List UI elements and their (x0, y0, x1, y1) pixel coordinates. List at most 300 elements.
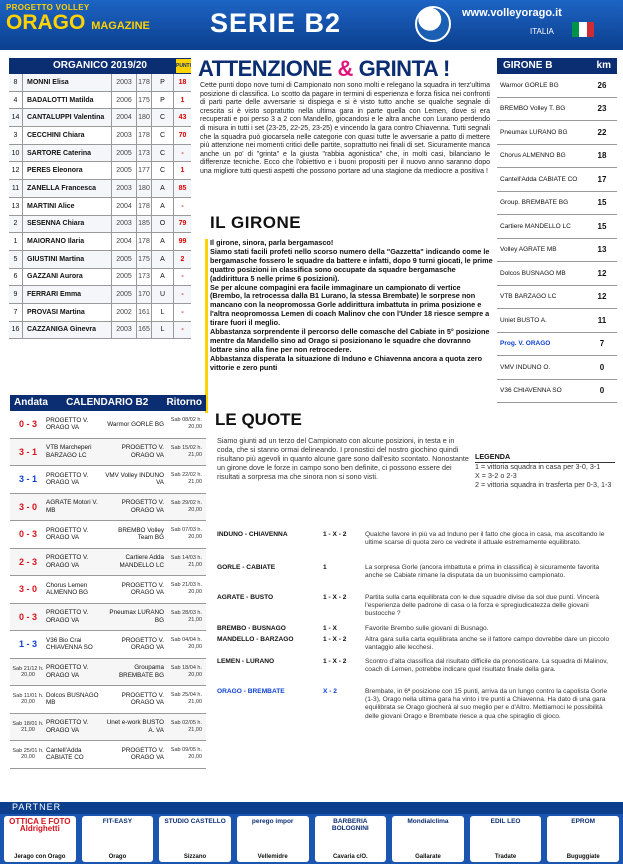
calendar-row (10, 521, 206, 549)
girone-row (497, 262, 617, 286)
away-team: Warmor GORLE BG (107, 420, 164, 428)
partner-city: Tradate (494, 854, 517, 860)
player-points: 1 (180, 167, 185, 175)
return-date: Sab 25/04 h. 21,00 (170, 692, 202, 706)
player-number: 5 (9, 251, 23, 268)
player-height: 178 (137, 127, 152, 144)
player-year: 2005 (112, 269, 137, 286)
organico-table (9, 58, 191, 339)
away-team: Cartiere Adda MANDELLO LC (119, 554, 164, 569)
home-team: Dolcos BUSNAGO MB (46, 691, 99, 707)
player-points: 85 (178, 184, 187, 192)
return-date: Sab 08/02 h. 20,00 (170, 417, 202, 431)
quote-comment: La sorpresa Gorle (ancora imbattuta e prima in classifica) è sicuramente favorita anche se Cabiate rimane la disputata da un buonissimo campionato. (365, 564, 600, 580)
team-name: VTB BARZAGO LC (500, 293, 557, 301)
team-name: Uniet BUSTO A. (500, 316, 547, 324)
team-km: 13 (597, 245, 607, 255)
player-name: FERRARI Emma (23, 286, 112, 303)
team-name: V36 CHIAVENNA SO (500, 387, 562, 395)
away-team: PROGETTO V. ORAGO VA (121, 746, 164, 762)
partner-name: EPROM (571, 818, 596, 825)
country-label: ITALIA (530, 27, 554, 36)
player-number: 6 (9, 269, 23, 286)
brand-main: ORAGO MAGAZINE (6, 11, 150, 34)
team-name: Chorus ALMENNO BG (500, 152, 566, 160)
home-team: AGRATE Motori V. MB (46, 499, 98, 514)
player-year: 2005 (112, 286, 137, 303)
player-height: 175 (137, 251, 152, 268)
player-name: MAIORANO Ilaria (23, 233, 112, 250)
player-row (9, 251, 191, 269)
player-name: CANTALUPPI Valentina (23, 109, 112, 126)
return-date: Sab 09/05 h. 20,00 (170, 747, 202, 761)
away-team: Pneumax LURANO BG (109, 609, 164, 624)
player-year: 2002 (112, 304, 137, 321)
girone-header: GIRONE B km (497, 58, 617, 74)
girone-paragraph: Abbastanza sorprendente il percorso delle comasche del Cabiate in 5° posizione mentre da Mandello sino ad Orago si posizionano le squadre che dovranno lottare sino alla fine per non retrocedere. (210, 327, 490, 354)
partner-city: Sizzano (183, 854, 207, 860)
calendar-row (10, 439, 206, 467)
girone-row (497, 239, 617, 263)
player-row (9, 216, 191, 234)
player-row (9, 233, 191, 251)
player-year: 2006 (112, 92, 137, 109)
partner-logo[interactable] (159, 816, 231, 862)
player-row (9, 74, 191, 92)
team-km: 11 (597, 315, 607, 325)
quote-odds: 1 - X - 2 (323, 658, 347, 665)
player-height: 180 (137, 109, 152, 126)
calendar-row (10, 714, 206, 742)
match-result: 3 - 0 (18, 584, 37, 595)
player-height: 180 (137, 180, 152, 197)
match-result: Sab 21/12 h. 20,00 (12, 665, 44, 678)
match-result: 1 - 3 (18, 639, 37, 650)
partner-name: BARBERIA BOLOGNINI (331, 818, 369, 832)
calendar-row (10, 604, 206, 632)
away-team: BREMBO Volley Team BG (118, 526, 164, 542)
return-date: Sab 04/04 h. 20,00 (170, 637, 202, 651)
quote-intro: Siamo giunti ad un terzo del Campionato con alcune posizioni, in testa e in coda, che si stanno ormai delineando. I pronostici del nostro giochino quindi risultano più agevoli in quanto alcune gare sono dall'esito scontato. Nonostante un girone dove le forze in campo sono ben definite, ci possono essere dei risultati a sorpresa ma che sinora non si sono visti. (217, 436, 469, 481)
player-role: C (152, 162, 174, 179)
calendar-row (10, 411, 206, 439)
girone-row (497, 74, 617, 98)
player-name: CAZZANIGA Ginevra (23, 322, 112, 339)
quote-comment: Qualche favore in più va ad Induno per il fatto che gioca in casa, ma ascoltando le ultime scarse di quota zero ce vedrete il attuale estremamente equilibrato. (365, 531, 605, 547)
player-height: 175 (137, 92, 152, 109)
team-km: 0 (599, 386, 605, 396)
player-points: - (181, 291, 184, 299)
team-name: Cantell'Adda CABIATE CO (500, 175, 578, 183)
player-role: L (152, 304, 174, 321)
player-year: 2005 (112, 251, 137, 268)
player-height: 177 (137, 162, 152, 179)
player-year: 2003 (112, 180, 137, 197)
girone-row (497, 380, 617, 404)
player-points: 18 (178, 78, 187, 86)
partner-strip (0, 814, 623, 864)
player-role: A (152, 269, 174, 286)
player-height: 178 (137, 198, 152, 215)
quote-odds: 1 - X - 2 (323, 636, 347, 643)
team-km: 17 (597, 174, 607, 184)
quote-comment: Altra gara sulla carta equilibrata anche se il fattore campo dovrebbe dare un piccolo vantaggio alle lecchesi. (365, 636, 610, 652)
away-team: PROGETTO V. ORAGO VA (121, 581, 164, 597)
girone-row (497, 192, 617, 216)
girone-row (497, 309, 617, 333)
player-row (9, 162, 191, 180)
team-km: 0 (599, 362, 605, 372)
player-number: 7 (9, 304, 23, 321)
home-team: VTB Marcheperi BARZAGO LC (46, 444, 92, 459)
return-date: Sab 18/04 h. 20,00 (170, 664, 202, 678)
match-result: 0 - 3 (18, 611, 37, 622)
points-label: PUNTI (176, 59, 191, 73)
player-points: - (181, 202, 184, 210)
home-team: PROGETTO V. ORAGO VA (46, 554, 89, 569)
return-date: Sab 14/03 h. 21,00 (170, 554, 202, 568)
article-intro: Cette punti dopo nove turni di Campionato non sono molti e relegano la squadra in terz'ultima posizione di classifica. Lo scotto da pagare in termini di esperienza e forza fisica nei confronti di parti parte delle avversarie si dispiega e si è visto tutto anche se qualche segnale di crescita si è visto sopratutto nella ultima gara in parte quella con Lemen, dove si era recuperati e poi perso 3 a 2 con Mandello, giocandosi e le altra anche con Lurano perdendo di misura in tutti i set (23-25, 22-25, 23-25) e vincendo la gara contro Chiavenna. Tutti segnali che la squadra può giocarsela nelle categorie con quasi tutte le avversarie a patto di mettere più attenzione nei momenti critici delle partite, soprattutto nei finali di set. Sicuramente manca anche un po' di "grinta" e la giusta "rabbia agonistica" che, in molti casi, bilanciano le differenze tecniche. Ecco che l'obiettivo e i buoni propositi per il nuovo anno saranno dopo una migliore tutti questi aspetti che possono portare ad una stagione da mediocre a positiva ! (200, 82, 490, 175)
player-name: SESENNA Chiara (23, 216, 112, 233)
home-team: PROGETTO V. ORAGO VA (46, 664, 89, 679)
calendar-row (10, 659, 206, 687)
girone-row (497, 121, 617, 145)
home-team: PROGETTO V. ORAGO VA (46, 526, 89, 542)
il-girone-text (210, 239, 494, 373)
quote-match: AGRATE - BUSTO (217, 594, 274, 601)
player-number: 8 (9, 74, 23, 91)
partner-name: Mondialclima (407, 818, 449, 825)
player-name: MARTINI Alice (23, 198, 112, 215)
quote-match: GORLE - CABIATE (217, 564, 276, 571)
quote-row (217, 594, 615, 619)
calendario-header: Andata CALENDARIO B2 Ritorno (10, 395, 206, 411)
team-name: Cartiere MANDELLO LC (500, 222, 571, 230)
calendar-row (10, 549, 206, 577)
quote-match: ORAGO - BREMBATE (217, 688, 285, 695)
player-points: 43 (178, 114, 187, 122)
match-result: 3 - 0 (18, 501, 37, 512)
player-number: 1 (9, 233, 23, 250)
calendar-row (10, 494, 206, 522)
player-role: A (152, 180, 174, 197)
player-row (9, 92, 191, 110)
player-points: 1 (180, 96, 185, 104)
quote-odds: 1 (323, 564, 327, 571)
team-name: Group. BREMBATE BG (500, 199, 569, 207)
partner-city: Gallarate (415, 854, 441, 860)
player-role: P (152, 74, 174, 91)
player-height: 178 (137, 74, 152, 91)
player-year: 2005 (112, 162, 137, 179)
calendar-row (10, 576, 206, 604)
player-year: 2003 (112, 216, 137, 233)
team-name: Prog. V. ORAGO (500, 340, 551, 348)
player-year: 2003 (112, 322, 137, 339)
legend-line: 1 = vittoria squadra in casa per 3-0, 3-1 (475, 461, 601, 471)
return-date: Sab 28/03 h. 21,00 (170, 609, 202, 623)
partner-logo[interactable] (237, 816, 309, 862)
match-result: 0 - 3 (18, 419, 37, 430)
partner-name: perego impor (251, 818, 294, 825)
player-year: 2003 (112, 127, 137, 144)
player-number: 12 (9, 162, 23, 179)
team-name: Volley AGRATE MB (500, 246, 557, 254)
team-km: 18 (597, 151, 607, 161)
article-title: ATTENZIONE & GRINTA ! (198, 56, 450, 81)
player-name: PROVASI Martina (23, 304, 112, 321)
player-name: ZANELLA Francesca (23, 180, 112, 197)
quote-comment: Partita sulla carta equilibrata con le due squadre divise da sol due punti. Vincerà l'esperienza delle padrone di casa o la forza e spregiudicatezza delle giovani bustocche ? (365, 594, 600, 618)
quote-odds: 1 - X - 2 (323, 531, 347, 538)
team-km: 22 (597, 127, 607, 137)
girone-paragraph: Se per alcune compagini era facile immaginare un campionato di vertice (Brembo, la retrocessa dalla B1 Lurano, la stessa Brembate) le sorprese non mancano con la neopromossa Gorle addirittura imbattuta in prima posizione e l'altra neopromossa Lemen di coach Malinov che con l'Under 18 riesce sempre a tirare fuori il meglio. (210, 282, 490, 328)
girone-row (497, 168, 617, 192)
player-role: P (152, 92, 174, 109)
legend-title: LEGENDA (475, 453, 615, 463)
player-number: 4 (9, 92, 23, 109)
girone-row (497, 356, 617, 380)
calendar-row (10, 466, 206, 494)
partner-city: Jerago con Orago (14, 854, 66, 860)
away-team: PROGETTO V. ORAGO VA (121, 499, 164, 514)
volleyball-icon (415, 6, 451, 42)
quote-match: INDUNO - CHIAVENNA (217, 531, 288, 538)
match-result: 0 - 3 (18, 529, 37, 540)
quote-odds: X - 2 (323, 688, 337, 695)
girone-paragraph: Siamo stati facili profeti nello scorso numero della "Gazzetta" indicando come le bergamasche fossero le squadre da battere e infatti, dopo 9 turni giocati, le prime quattro posizioni in classifica sono occupate da squadre bergamasche (addirittura 5 nelle prime 6 posizioni). (210, 246, 493, 283)
quote-row (217, 658, 615, 674)
home-team: Chorus Lemen ALMENNO BG (46, 581, 88, 597)
player-year: 2004 (112, 109, 137, 126)
player-row (9, 286, 191, 304)
player-row (9, 322, 191, 340)
player-points: 2 (180, 255, 185, 263)
player-points: - (181, 308, 184, 316)
player-height: 185 (137, 216, 152, 233)
player-role: C (152, 127, 174, 144)
legend-line: 2 = vittoria squadra in trasferta per 0-3, 1-3 (475, 479, 612, 489)
home-team: PROGETTO V. ORAGO VA (46, 719, 89, 734)
quote-match: MANDELLO - BARZAGO (217, 636, 294, 643)
quote-row (217, 636, 615, 652)
quote-row (217, 688, 615, 721)
player-year: 2003 (112, 74, 137, 91)
team-name: VMV INDUNO O. (500, 363, 551, 371)
player-number: 3 (9, 127, 23, 144)
match-result: Sab 25/01 h. 20,00 (12, 748, 44, 761)
player-role: C (152, 109, 174, 126)
calendario-table (10, 395, 206, 769)
player-number: 9 (9, 286, 23, 303)
quote-odds: 1 - X - 2 (323, 594, 347, 601)
organico-header: ORGANICO 2019/20 PUNTI (9, 58, 191, 74)
player-points: 79 (178, 220, 187, 228)
team-km: 7 (599, 339, 605, 349)
return-date: Sab 29/02 h. 20,00 (170, 499, 202, 513)
player-height: 161 (137, 304, 152, 321)
partner-name: STUDIO CASTELLO (164, 818, 226, 825)
player-name: PERES Eleonora (23, 162, 112, 179)
team-name: Dolcos BUSNAGO MB (500, 269, 566, 277)
brand-logo (6, 3, 156, 47)
player-row (9, 304, 191, 322)
quote-row (217, 625, 615, 633)
home-team: PROGETTO V. ORAGO VA (46, 416, 89, 432)
player-role: C (152, 145, 174, 162)
player-number: 16 (9, 322, 23, 339)
partner-name: OTTICA E FOTO Aldrighetti (9, 817, 71, 833)
partner-name: FIT-EASY (102, 818, 133, 825)
italy-flag-icon (572, 22, 594, 37)
player-height: 173 (137, 269, 152, 286)
player-number: 11 (9, 180, 23, 197)
player-role: A (152, 233, 174, 250)
partner-logo[interactable] (547, 816, 619, 862)
player-points: 99 (178, 238, 187, 246)
player-height: 173 (137, 145, 152, 162)
match-result: Sab 18/01 h. 21,00 (12, 720, 44, 733)
calendar-row (10, 741, 206, 769)
team-km: 15 (597, 198, 607, 208)
calendar-row (10, 686, 206, 714)
quote-comment: Favorite Brembo sulle giovani di Busnago. (365, 625, 489, 632)
return-date: Sab 15/02 h. 21,00 (170, 444, 202, 458)
partner-name: EDIL LEO (490, 818, 521, 825)
player-points: - (181, 326, 184, 334)
partner-city: Cavaria c/O. (332, 854, 368, 860)
team-km: 15 (597, 221, 607, 231)
girone-paragraph: Abbastanza disperata la situazione di Induno e Chiavenna ancora a quota zero vittorie e zero punti (210, 353, 483, 372)
player-height: 165 (137, 322, 152, 339)
player-row (9, 198, 191, 216)
il-girone-title: IL GIRONE (210, 213, 302, 232)
partner-title: PARTNER (0, 802, 623, 814)
team-name: Pneumax LURANO BG (500, 128, 568, 136)
away-team: Unet e-work BUSTO A. VA (106, 719, 164, 734)
player-name: SARTORE Caterina (23, 145, 112, 162)
player-row (9, 180, 191, 198)
player-number: 10 (9, 145, 23, 162)
player-height: 170 (137, 286, 152, 303)
header-bar (0, 0, 623, 50)
home-team: PROGETTO V. ORAGO VA (46, 609, 89, 624)
girone-paragraph: Il girone, sinora, parla bergamasco! (210, 238, 334, 247)
player-row (9, 145, 191, 163)
quote-title: LE QUOTE (215, 410, 302, 429)
girone-table (497, 58, 617, 403)
return-date: Sab 02/05 h. 21,00 (170, 719, 202, 733)
player-year: 2004 (112, 198, 137, 215)
player-name: CECCHINI Chiara (23, 127, 112, 144)
quote-match: BREMBO - BUSNAGO (217, 625, 286, 632)
girone-row (497, 98, 617, 122)
accent-bar (205, 239, 208, 413)
player-points: 70 (178, 131, 187, 139)
player-name: BADALOTTI Matilda (23, 92, 112, 109)
partner-logo[interactable] (82, 816, 154, 862)
quote-match: LEMEN - LURANO (217, 658, 275, 665)
partner-city: Orago (108, 854, 127, 860)
girone-row (497, 215, 617, 239)
quote-legend (475, 453, 615, 490)
player-name: GIUSTINI Martina (23, 251, 112, 268)
player-role: U (152, 286, 174, 303)
player-year: 2005 (112, 145, 137, 162)
girone-row (497, 145, 617, 169)
away-team: PROGETTO V. ORAGO VA (121, 444, 164, 459)
match-result: 2 - 3 (18, 556, 37, 567)
player-number: 14 (9, 109, 23, 126)
girone-row (497, 286, 617, 310)
calendar-row (10, 631, 206, 659)
website-link[interactable]: www.volleyorago.it (462, 7, 562, 19)
home-team: V36 Bio Crai CHIAVENNA SO (46, 636, 93, 652)
player-row (9, 109, 191, 127)
return-date: Sab 22/02 h. 21,00 (170, 472, 202, 486)
away-team: VMV Volley INDUNO VA (105, 471, 164, 487)
player-row (9, 269, 191, 287)
quote-comment: Scontro d'alta classifica dal risultato difficile da pronosticare. La squadra di Malinov, coach di Lemen, potrebbe indicare quel risultato finale della gara. (365, 658, 608, 674)
player-role: L (152, 322, 174, 339)
player-points: - (181, 273, 184, 281)
partner-logo[interactable] (315, 816, 387, 862)
player-number: 13 (9, 198, 23, 215)
quote-odds: 1 - X (323, 625, 337, 632)
player-role: O (152, 216, 174, 233)
il-girone-section (210, 213, 494, 373)
legend-line: X = 3-2 o 2-3 (475, 470, 517, 480)
away-team: Groupama BREMBATE BG (118, 664, 164, 679)
player-number: 2 (9, 216, 23, 233)
quote-row (217, 564, 615, 580)
partner-city: Buguggiate (566, 854, 600, 860)
serie-title: SERIE B2 (210, 8, 342, 38)
return-date: Sab 07/03 h. 20,00 (170, 527, 202, 541)
quote-row (217, 531, 615, 547)
partner-logo[interactable] (392, 816, 464, 862)
away-team: PROGETTO V. ORAGO VA (121, 636, 164, 652)
player-name: MONNI Elisa (23, 74, 112, 91)
player-height: 178 (137, 233, 152, 250)
partner-city: Vellemidre (257, 854, 288, 860)
girone-row (497, 333, 617, 357)
match-result: 3 - 1 (18, 446, 37, 457)
team-name: Warmor GORLE BG (500, 81, 559, 89)
home-team: PROGETTO V. ORAGO VA (46, 471, 89, 487)
team-km: 23 (597, 104, 607, 114)
player-row (9, 127, 191, 145)
player-role: A (152, 251, 174, 268)
player-points: - (181, 149, 184, 157)
match-result: Sab 11/01 h. 20,00 (12, 693, 44, 706)
partner-logo[interactable] (4, 816, 76, 862)
player-name: GAZZANI Aurora (23, 269, 112, 286)
away-team: PROGETTO V. ORAGO VA (121, 691, 164, 707)
team-name: BREMBO Volley T. BG (500, 105, 566, 113)
return-date: Sab 21/03 h. 20,00 (170, 582, 202, 596)
team-km: 26 (597, 80, 607, 90)
brand-top: PROGETTO VOLLEY (6, 3, 90, 12)
quote-comment: Brembate, in 6ª posizione con 15 punti, arriva da un lungo contro la capolista Gorle (1-3), Orago nella ultima gara ha vinto i tre punti a Chiavenna. Ha dato di una gara equilibrata se Orago giocherà al suo meglio per e d'Altro. Mettiamoci le possibilità delle giovani Orago e Brembate riesce a qua che spiraglio di gioco. (365, 688, 608, 720)
home-team: Cantell'Adda CABIATE CO (46, 746, 84, 762)
partner-logo[interactable] (470, 816, 542, 862)
team-km: 12 (597, 268, 607, 278)
player-year: 2004 (112, 233, 137, 250)
team-km: 12 (597, 292, 607, 302)
player-role: A (152, 198, 174, 215)
match-result: 3 - 1 (18, 474, 37, 485)
